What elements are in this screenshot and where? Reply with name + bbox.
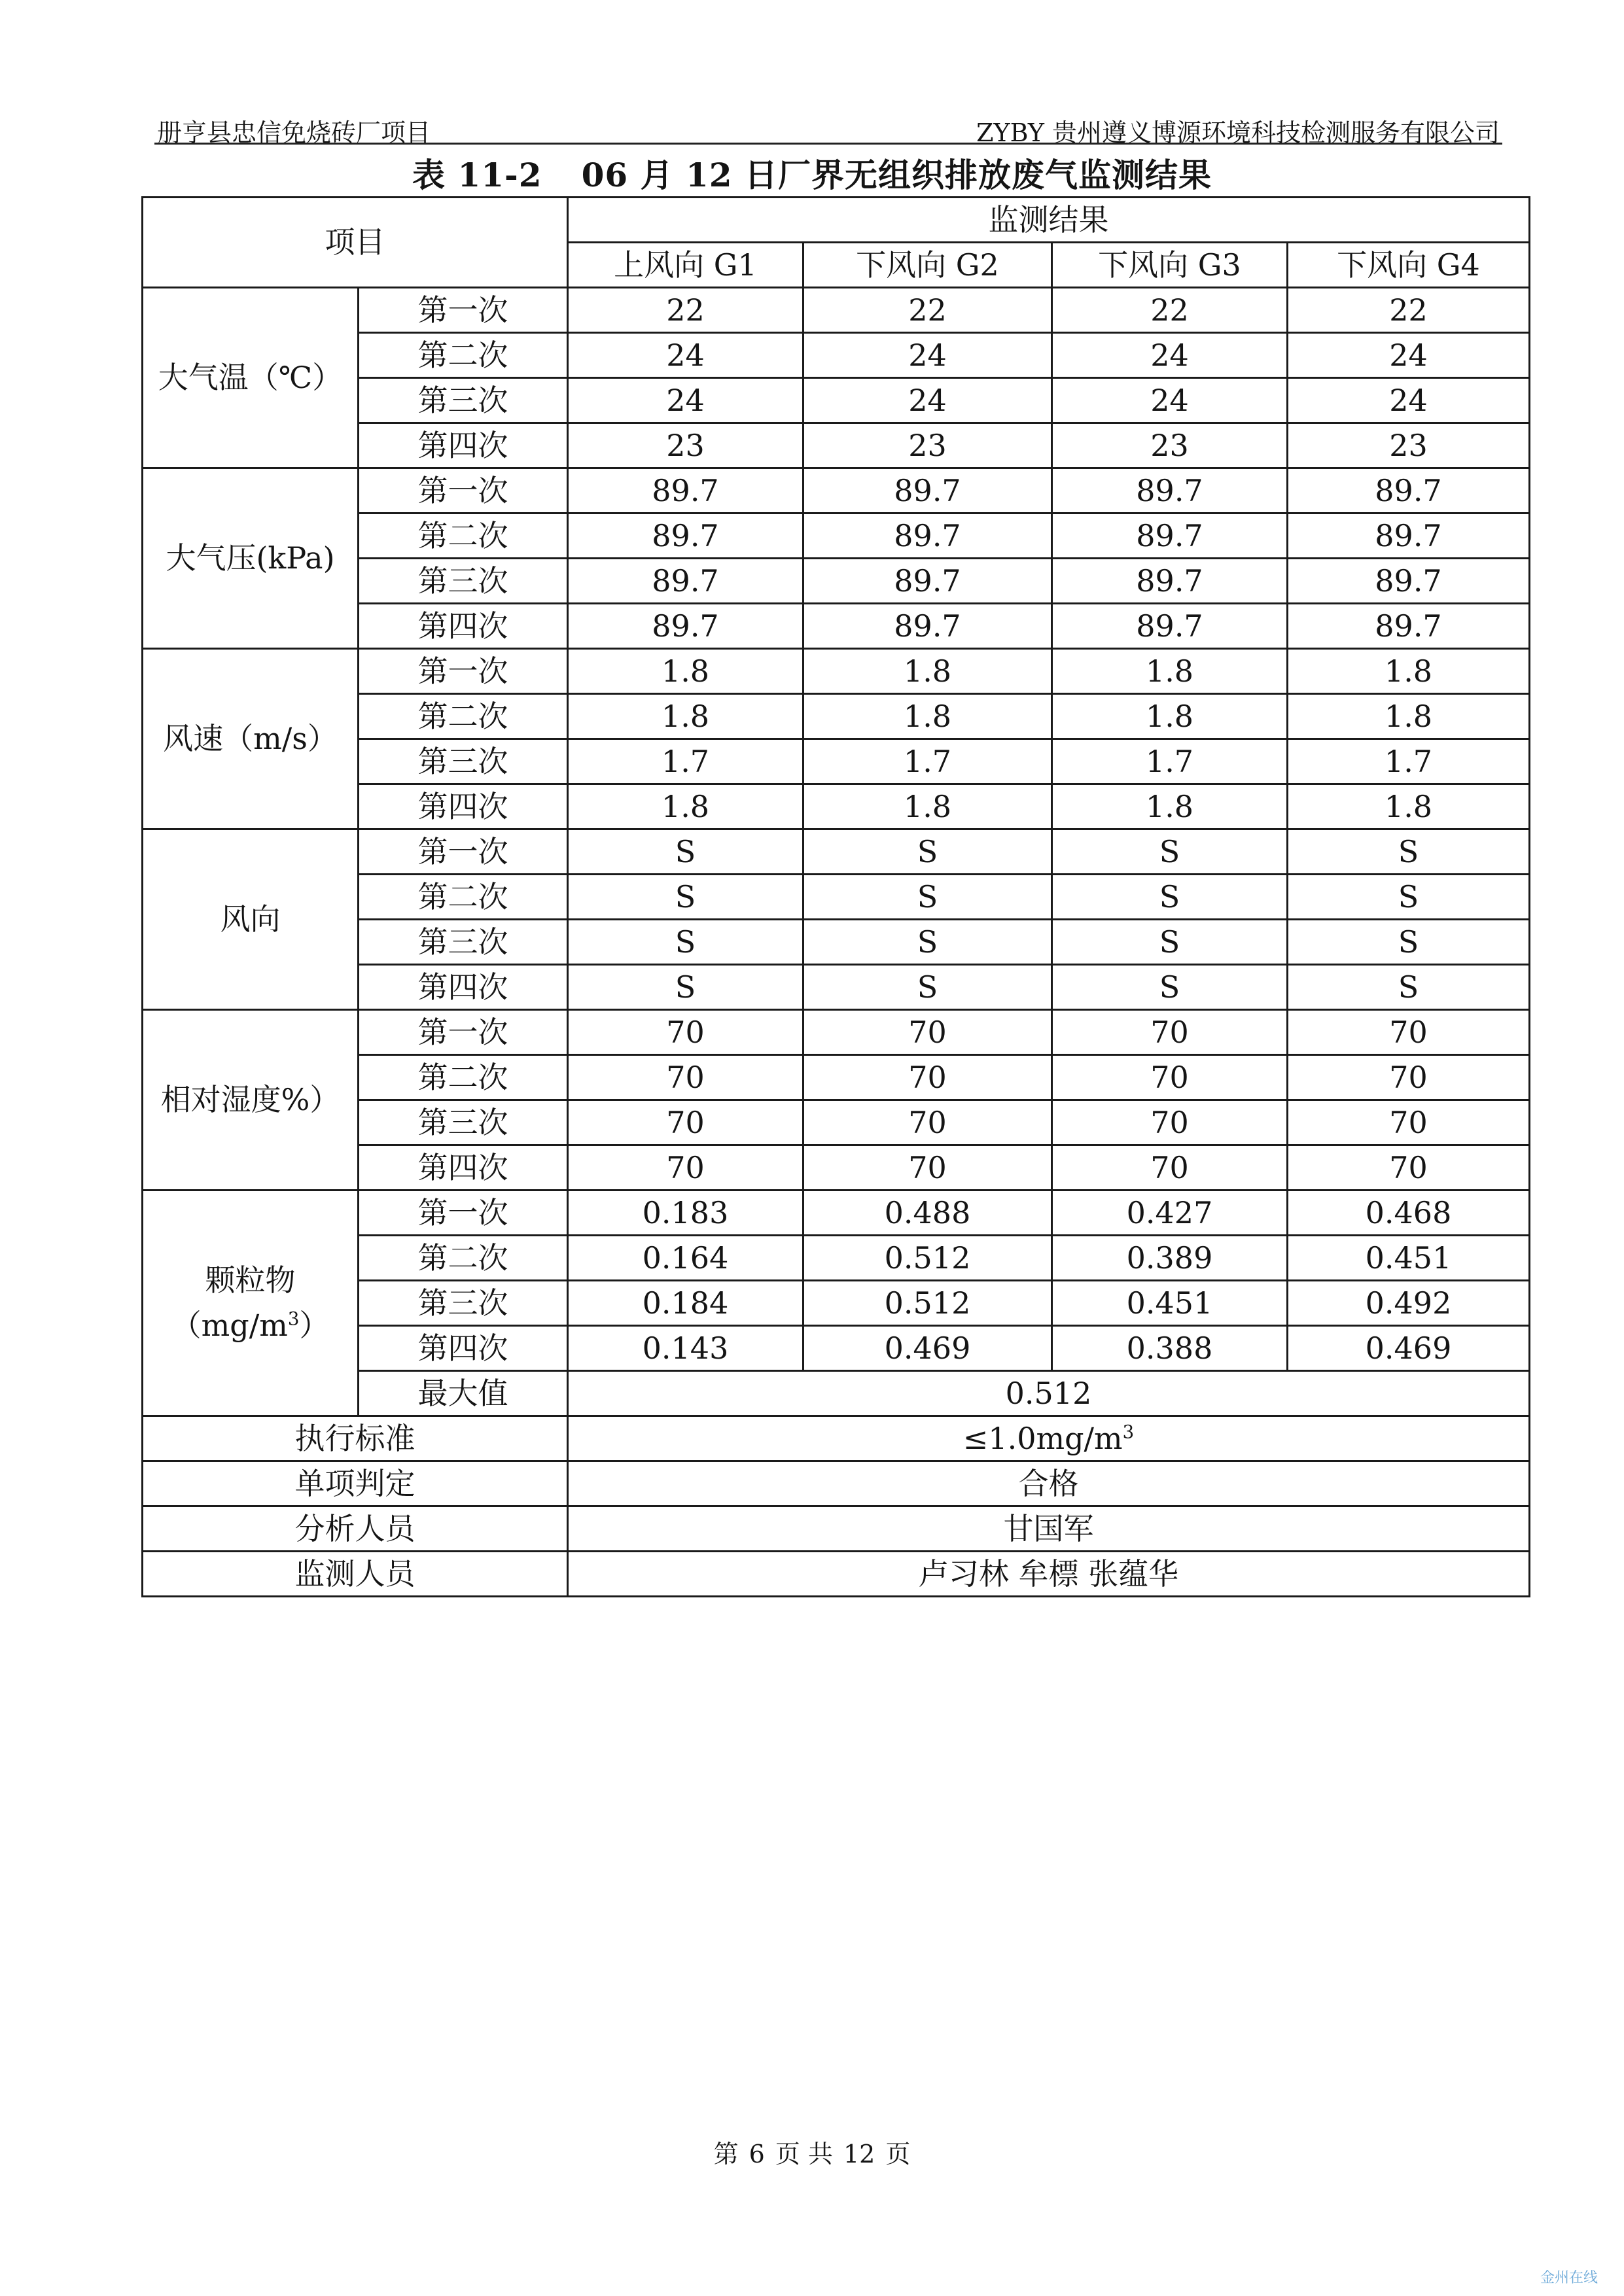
standard-row-label: 执行标准 — [143, 1416, 568, 1461]
analyst-row-value: 甘国军 — [568, 1506, 1530, 1552]
value-cell: 23 — [1288, 423, 1530, 468]
table-row — [143, 1010, 1530, 1055]
round-label: 第三次 — [359, 1281, 568, 1326]
value-cell: 24 — [568, 378, 803, 423]
column-header-g3: 下风向 G3 — [1052, 243, 1288, 288]
table-row — [143, 649, 1530, 694]
round-label: 第一次 — [359, 829, 568, 875]
footer-page-number: 6 — [749, 2140, 765, 2168]
value-cell: 1.8 — [568, 694, 803, 739]
value-cell: S — [803, 920, 1052, 965]
value-cell: 70 — [1052, 1055, 1288, 1100]
value-cell: 1.7 — [1288, 739, 1530, 784]
column-header-g4: 下风向 G4 — [1288, 243, 1530, 288]
group-label: 大气温（℃） — [143, 288, 359, 468]
value-cell: S — [1052, 875, 1288, 920]
value-cell: 23 — [803, 423, 1052, 468]
max-value: 0.512 — [568, 1371, 1530, 1416]
particulate-unit-prefix: （mg/m — [171, 1308, 288, 1343]
value-cell: 70 — [803, 1055, 1052, 1100]
value-cell: 89.7 — [803, 559, 1052, 604]
footer-middle: 页 共 — [775, 2140, 833, 2168]
value-cell: 70 — [1052, 1100, 1288, 1145]
value-cell: S — [568, 829, 803, 875]
value-cell: 24 — [568, 333, 803, 378]
value-cell: S — [1288, 829, 1530, 875]
value-cell: 89.7 — [568, 513, 803, 559]
footer-prefix: 第 — [713, 2140, 739, 2168]
value-cell: 89.7 — [1052, 604, 1288, 649]
value-cell: 70 — [1288, 1055, 1530, 1100]
value-cell: 23 — [1052, 423, 1288, 468]
value-cell: 89.7 — [568, 604, 803, 649]
value-cell: 89.7 — [1052, 559, 1288, 604]
header-company-name: ZYBY 贵州遵义博源环境科技检测服务有限公司 — [976, 118, 1500, 147]
result-header: 监测结果 — [568, 198, 1530, 243]
value-cell: 70 — [1288, 1010, 1530, 1055]
value-cell: 0.143 — [568, 1326, 803, 1371]
group-label: 风向 — [143, 829, 359, 1010]
standard-value: ≤1.0mg/m — [962, 1420, 1123, 1456]
value-cell: S — [803, 965, 1052, 1010]
standard-value-sup: 3 — [1122, 1421, 1135, 1443]
group-label: 大气压(kPa) — [143, 468, 359, 649]
round-label: 第三次 — [359, 559, 568, 604]
table-title-text: 06 月 12 日厂界无组织排放废气监测结果 — [581, 156, 1212, 194]
value-cell: S — [568, 875, 803, 920]
group-label: 风速（m/s） — [143, 649, 359, 829]
column-header-g1: 上风向 G1 — [568, 243, 803, 288]
round-label: 第一次 — [359, 1010, 568, 1055]
table-number: 表 11-2 — [412, 156, 542, 194]
value-cell: 89.7 — [1288, 604, 1530, 649]
value-cell: 0.469 — [803, 1326, 1052, 1371]
value-cell: 70 — [1052, 1010, 1288, 1055]
value-cell: 70 — [1288, 1145, 1530, 1191]
table-row — [143, 468, 1530, 513]
value-cell: 24 — [1052, 378, 1288, 423]
value-cell: 1.8 — [568, 784, 803, 829]
particulate-name: 颗粒物 — [205, 1262, 296, 1298]
value-cell: 1.8 — [1288, 784, 1530, 829]
header-divider — [154, 143, 1502, 145]
footer-total-pages: 12 — [843, 2140, 875, 2168]
round-label: 第一次 — [359, 649, 568, 694]
page-footer — [0, 2134, 1624, 2170]
value-cell: 0.492 — [1288, 1281, 1530, 1326]
round-label: 第三次 — [359, 378, 568, 423]
standard-row-value — [568, 1416, 1530, 1461]
group-label: 相对湿度%） — [143, 1010, 359, 1191]
value-cell: S — [1288, 965, 1530, 1010]
value-cell: 1.8 — [803, 649, 1052, 694]
value-cell: 0.184 — [568, 1281, 803, 1326]
value-cell: 24 — [1288, 378, 1530, 423]
value-cell: S — [803, 829, 1052, 875]
round-label: 第三次 — [359, 920, 568, 965]
round-label: 第二次 — [359, 333, 568, 378]
value-cell: 24 — [803, 333, 1052, 378]
value-cell: 0.451 — [1288, 1236, 1530, 1281]
value-cell: S — [1288, 920, 1530, 965]
judgement-row — [143, 1461, 1530, 1506]
value-cell: 70 — [568, 1100, 803, 1145]
value-cell: 24 — [1052, 333, 1288, 378]
value-cell: 0.512 — [803, 1281, 1052, 1326]
value-cell: 70 — [803, 1145, 1052, 1191]
value-cell: S — [803, 875, 1052, 920]
value-cell: S — [1052, 965, 1288, 1010]
column-header-g2: 下风向 G2 — [803, 243, 1052, 288]
value-cell: 0.469 — [1288, 1326, 1530, 1371]
value-cell: 89.7 — [1288, 468, 1530, 513]
table-row — [143, 829, 1530, 875]
item-header: 项目 — [143, 198, 568, 288]
value-cell: 0.512 — [803, 1236, 1052, 1281]
monitor-row-label: 监测人员 — [143, 1552, 568, 1597]
value-cell: 89.7 — [803, 513, 1052, 559]
value-cell: S — [1052, 829, 1288, 875]
value-cell: 0.164 — [568, 1236, 803, 1281]
round-label: 第三次 — [359, 739, 568, 784]
value-cell: 89.7 — [803, 468, 1052, 513]
value-cell: 24 — [803, 378, 1052, 423]
value-cell: 1.8 — [803, 694, 1052, 739]
value-cell: 0.389 — [1052, 1236, 1288, 1281]
round-label: 第二次 — [359, 1236, 568, 1281]
value-cell: 0.451 — [1052, 1281, 1288, 1326]
round-label: 第四次 — [359, 604, 568, 649]
value-cell: 70 — [803, 1010, 1052, 1055]
watermark: 金州在线 — [1540, 2270, 1598, 2286]
table-row — [143, 288, 1530, 333]
header-project-name: 册亨县忠信免烧砖厂项目 — [157, 118, 431, 147]
round-label: 第二次 — [359, 694, 568, 739]
value-cell: S — [568, 920, 803, 965]
table-row — [143, 1191, 1530, 1236]
value-cell: 0.183 — [568, 1191, 803, 1236]
value-cell: 70 — [568, 1010, 803, 1055]
analyst-row — [143, 1506, 1530, 1552]
round-label: 第二次 — [359, 513, 568, 559]
monitoring-results-table — [141, 196, 1530, 1597]
value-cell: S — [568, 965, 803, 1010]
round-label: 第四次 — [359, 784, 568, 829]
judgement-row-value: 合格 — [568, 1461, 1530, 1506]
value-cell: 0.388 — [1052, 1326, 1288, 1371]
value-cell: 1.8 — [1052, 784, 1288, 829]
value-cell: 70 — [568, 1145, 803, 1191]
value-cell: 1.8 — [1052, 694, 1288, 739]
round-label: 第一次 — [359, 288, 568, 333]
value-cell: 70 — [1288, 1100, 1530, 1145]
value-cell: 89.7 — [568, 468, 803, 513]
table-title — [0, 149, 1624, 196]
particulate-label — [143, 1191, 359, 1416]
value-cell: 1.8 — [1288, 649, 1530, 694]
round-label: 第四次 — [359, 1145, 568, 1191]
value-cell: 1.8 — [568, 649, 803, 694]
value-cell: 89.7 — [1052, 513, 1288, 559]
judgement-row-label: 单项判定 — [143, 1461, 568, 1506]
value-cell: 89.7 — [1288, 513, 1530, 559]
value-cell: 0.468 — [1288, 1191, 1530, 1236]
value-cell: 89.7 — [1052, 468, 1288, 513]
particulate-unit-suffix: ） — [299, 1308, 330, 1343]
value-cell: 24 — [1288, 333, 1530, 378]
standard-row — [143, 1416, 1530, 1461]
round-label: 第三次 — [359, 1100, 568, 1145]
value-cell: 1.7 — [1052, 739, 1288, 784]
monitor-row — [143, 1552, 1530, 1597]
round-label: 第四次 — [359, 965, 568, 1010]
value-cell: 22 — [1052, 288, 1288, 333]
value-cell: 70 — [803, 1100, 1052, 1145]
round-label: 第二次 — [359, 1055, 568, 1100]
footer-suffix: 页 — [885, 2140, 911, 2168]
value-cell: 1.8 — [1052, 649, 1288, 694]
value-cell: 0.488 — [803, 1191, 1052, 1236]
monitor-row-value: 卢习林 牟標 张蕴华 — [568, 1552, 1530, 1597]
value-cell: 22 — [1288, 288, 1530, 333]
value-cell: S — [1052, 920, 1288, 965]
round-label: 第四次 — [359, 1326, 568, 1371]
value-cell: 1.8 — [803, 784, 1052, 829]
value-cell: 89.7 — [1288, 559, 1530, 604]
value-cell: 70 — [568, 1055, 803, 1100]
value-cell: 1.7 — [803, 739, 1052, 784]
value-cell: S — [1288, 875, 1530, 920]
round-label: 第一次 — [359, 1191, 568, 1236]
max-label: 最大值 — [359, 1371, 568, 1416]
value-cell: 22 — [803, 288, 1052, 333]
value-cell: 70 — [1052, 1145, 1288, 1191]
value-cell: 89.7 — [803, 604, 1052, 649]
value-cell: 0.427 — [1052, 1191, 1288, 1236]
round-label: 第四次 — [359, 423, 568, 468]
round-label: 第一次 — [359, 468, 568, 513]
value-cell: 89.7 — [568, 559, 803, 604]
round-label: 第二次 — [359, 875, 568, 920]
value-cell: 1.7 — [568, 739, 803, 784]
analyst-row-label: 分析人员 — [143, 1506, 568, 1552]
value-cell: 23 — [568, 423, 803, 468]
value-cell: 1.8 — [1288, 694, 1530, 739]
value-cell: 22 — [568, 288, 803, 333]
particulate-unit-sup: 3 — [287, 1308, 300, 1330]
